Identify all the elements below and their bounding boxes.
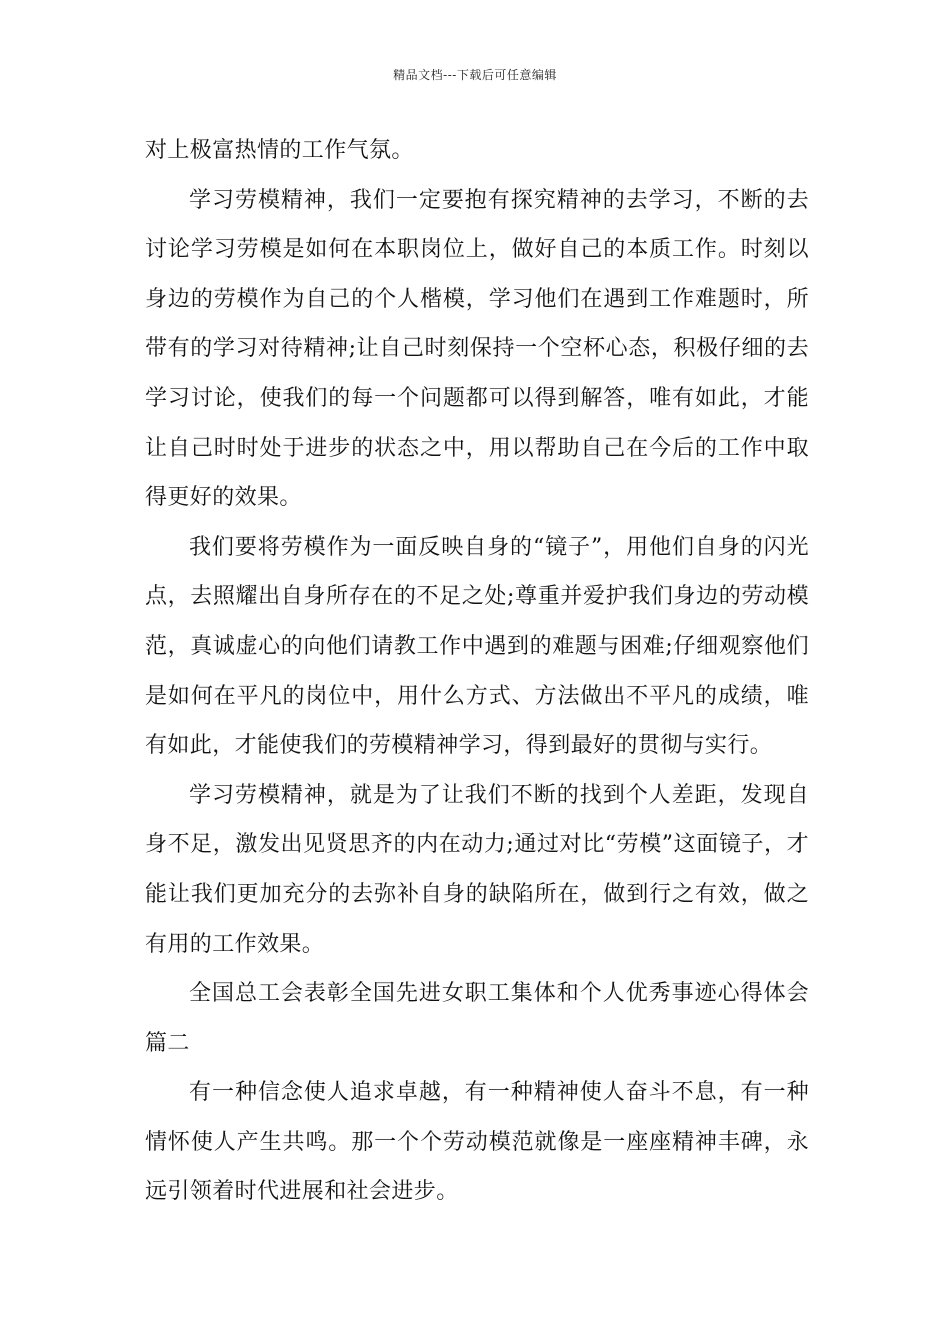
page-header: 精品文档---下载后可任意编辑	[393, 68, 557, 82]
paragraph-1: 对上极富热情的工作气氛。	[145, 138, 414, 163]
paragraph-2: 学习劳模精神，我们一定要抱有探究精神的去学习，不断的去讨论学习劳模是如何在本职岗位上，做好自己的本质工作。时刻以身边的劳模作为自己的个人楷模，学习他们在遇到工作难题时，所带有的学习对待精神;让自己时刻保持一个空杯心态，积极仔细的去学习讨论，使我们的每一个问题都可以得到解答，唯有如此，才能让自己时时处于进步的状态之中，用以帮助自己在今后的工作中取得更好的效果。	[145, 187, 809, 511]
paragraph-5: 有一种信念使人追求卓越，有一种精神使人奋斗不息，有一种情怀使人产生共鸣。那一个个劳动模范就像是一座座精神丰碑，永远引领着时代进展和社会进步。	[145, 1080, 809, 1205]
paragraph-4: 学习劳模精神，就是为了让我们不断的找到个人差距，发现自身不足，激发出见贤思齐的内在动力;通过对比“劳模”这面镜子，才能让我们更加充分的去弥补自身的缺陷所在，做到行之有效，做之有用的工作效果。	[145, 782, 809, 957]
document-body	[145, 126, 809, 1217]
paragraph-3: 我们要将劳模作为一面反映自身的“镜子”，用他们自身的闪光点，去照耀出自身所存在的不足之处;尊重并爱护我们身边的劳动模范，真诚虚心的向他们请教工作中遇到的难题与困难;仔细观察他们是如何在平凡的岗位中，用什么方式、方法做出不平凡的成绩，唯有如此，才能使我们的劳模精神学习，得到最好的贯彻与实行。	[145, 534, 809, 759]
section-heading: 全国总工会表彰全国先进女职工集体和个人优秀事迹心得体会篇二	[145, 981, 809, 1056]
